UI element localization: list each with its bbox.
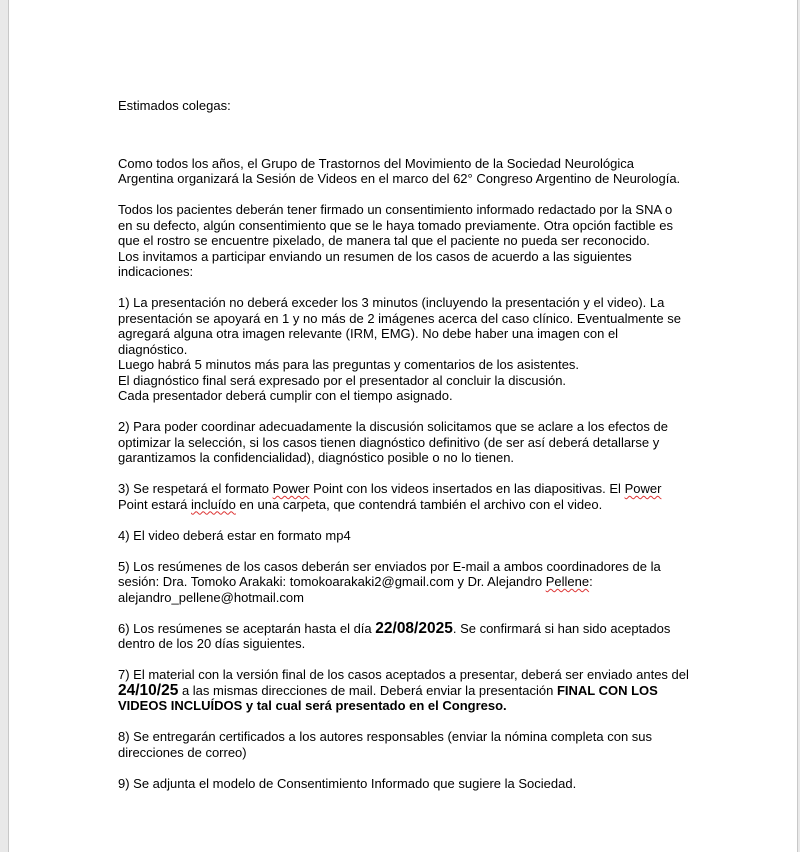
item-9: 9) Se adjunta el modelo de Consentimiento Informado que sugiere la Sociedad.	[118, 775, 577, 791]
document-page	[8, 0, 798, 852]
item-5: 5) Los resúmenes de los casos deberán ser enviados por E-mail a ambos coordinadores de la sesión: Dra. Tomoko Arakaki: tomokoarakaki2@gmail.com y Dr. Alejandro Pellene: alejandro_pellene@hotmail.com	[118, 558, 661, 605]
spellcheck-word: Power	[624, 481, 662, 496]
item-1-time: Cada presentador deberá cumplir con el tiempo asignado.	[118, 388, 453, 403]
deadline-date: 22/08/2025	[375, 619, 453, 637]
spellcheck-word: incluído	[191, 496, 236, 512]
item-1-diagnosis: El diagnóstico final será expresado por el presentador al concluir la discusión.	[118, 372, 567, 388]
spellcheck-word: Pellene	[545, 574, 590, 589]
final-instructions: FINAL CON LOS VIDEOS INCLUÍDOS y tal cual será presentado en el Congreso.	[118, 682, 658, 713]
document-body	[118, 98, 690, 791]
item-2: 2) Para poder coordinar adecuadamente la discusión solicitamos que se aclare a los efectos de optimizar la selección, si los casos tienen diagnóstico definitivo (de ser así deberá detallarse y garantizamos la confidencialidad), diagnóstico posible o no lo tienen.	[118, 419, 668, 465]
invite-paragraph: Los invitamos a participar enviando un resumen de los casos de acuerdo a las siguientes indicaciones:	[118, 248, 632, 279]
final-deadline-date: 24/10/25	[118, 681, 179, 699]
intro-paragraph: Como todos los años, el Grupo de Trastornos del Movimiento de la Sociedad Neurológica Argentina organizará la Sesión de Videos en el marco del 62° Congreso Argentino de Neurología.	[118, 155, 681, 186]
greeting: Estimados colegas:	[118, 98, 231, 113]
item-7: 7) El material con la versión final de los casos aceptados a presentar, deberá ser enviado antes del 24/10/25 a las mismas direcciones de mail. Deberá enviar la presentación FINAL CON LOS VIDEOS INCLUÍDOS y tal cual será presentado en el Congreso.	[118, 667, 689, 713]
item-3: 3) Se respetará el formato Power Point con los videos insertados en las diapositivas. El Power Point estará incluído en una carpeta, que contendrá también el archivo con el video.	[118, 481, 662, 512]
item-6: 6) Los resúmenes se aceptarán hasta el día 22/08/2025. Se confirmará si han sido aceptados dentro de los 20 días siguientes.	[118, 619, 671, 651]
item-4: 4) El video deberá estar en formato mp4	[118, 527, 351, 543]
spellcheck-word: Power	[272, 481, 310, 496]
item-1-text: 1) La presentación no deberá exceder los 3 minutos (incluyendo la presentación y el video). La presentación se apoyará en 1 y no más de 2 imágenes acerca del caso clínico. Eventualmente se agregará alguna otra imagen relevante (IRM, EMG). No debe haber una imagen con el diagnóstico.	[118, 295, 681, 357]
consent-paragraph: Todos los pacientes deberán tener firmado un consentimiento informado redactado por la SNA o en su defecto, algún consentimiento que se le haya tomado previamente. Otra opción factible es que el rostro se encuentre pixelado, de manera tal que el paciente no pueda ser reconocido.	[118, 202, 674, 248]
item-1-questions: Luego habrá 5 minutos más para las preguntas y comentarios de los asistentes.	[118, 357, 580, 372]
item-8: 8) Se entregarán certificados a los autores responsables (enviar la nómina completa con sus direcciones de correo)	[118, 729, 653, 760]
